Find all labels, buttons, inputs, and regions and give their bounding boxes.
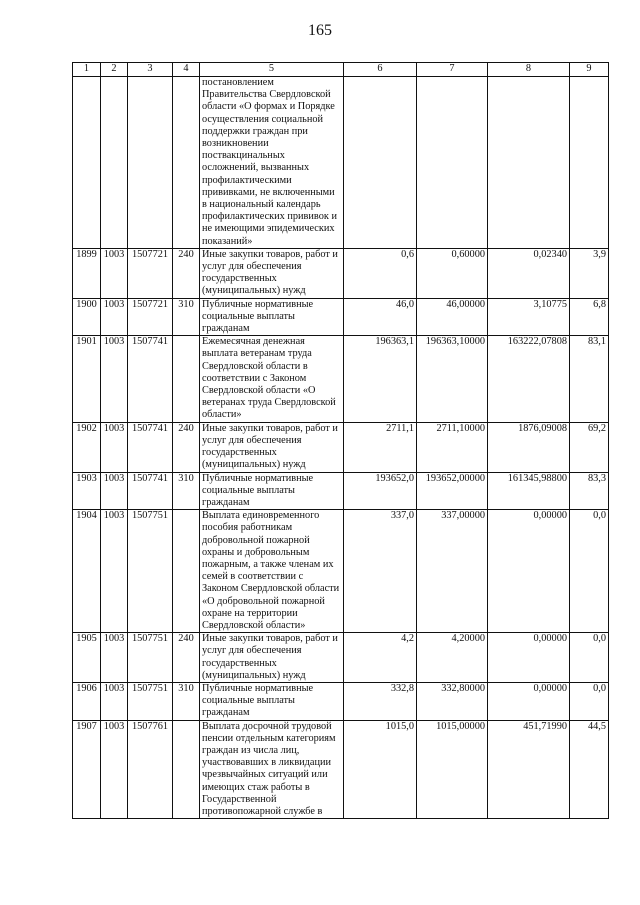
table-cell: [173, 510, 200, 633]
table-row: [73, 422, 609, 472]
table-cell: 196363,1: [344, 336, 417, 422]
table-cell: 332,8: [344, 682, 417, 720]
table-cell: 2711,10000: [417, 422, 488, 472]
page-number: 165: [308, 22, 332, 39]
table-cell: [173, 77, 200, 249]
table-cell: 1003: [101, 248, 128, 298]
table-cell: 1907: [73, 720, 101, 819]
table-cell: [417, 77, 488, 249]
table-cell: 1903: [73, 472, 101, 510]
table-cell: 1003: [101, 472, 128, 510]
table-cell: 1003: [101, 682, 128, 720]
table-cell: постановлением Правительства Свердловской области «О формах и Порядке осуществления социальной поддержки граждан при возникновении поствакцинальных осложнений, вызванных профилактическими прививками, не включенными в национальный календарь профилактических прививок и не имеющими эпидемических показаний»: [200, 77, 344, 249]
table-row: [73, 298, 609, 336]
column-header: 6: [344, 63, 417, 77]
table-cell: 1899: [73, 248, 101, 298]
table-cell: [101, 77, 128, 249]
table-cell: 0,00000: [488, 510, 570, 633]
table-cell: 46,00000: [417, 298, 488, 336]
table-cell: 0,0: [570, 633, 609, 683]
table-cell: 4,20000: [417, 633, 488, 683]
table-cell: 163222,07808: [488, 336, 570, 422]
table-cell: 1905: [73, 633, 101, 683]
table-cell: 1507721: [128, 298, 173, 336]
table-cell: 1003: [101, 298, 128, 336]
table-cell: 332,80000: [417, 682, 488, 720]
table-cell: [173, 720, 200, 819]
table-cell: 69,2: [570, 422, 609, 472]
table-cell: Публичные нормативные социальные выплаты гражданам: [200, 682, 344, 720]
table-cell: [173, 336, 200, 422]
table-cell: 1507751: [128, 633, 173, 683]
table-cell: 3,9: [570, 248, 609, 298]
table-cell: 0,0: [570, 682, 609, 720]
table-cell: 310: [173, 298, 200, 336]
column-header: 4: [173, 63, 200, 77]
table-cell: 1507751: [128, 682, 173, 720]
table-cell: [128, 77, 173, 249]
table-cell: 1507721: [128, 248, 173, 298]
table-row: [73, 720, 609, 819]
table-cell: 1015,0: [344, 720, 417, 819]
table-cell: Ежемесячная денежная выплата ветеранам труда Свердловской области в соответствии с Законом Свердловской области «О ветеранах труда Свердловской области»: [200, 336, 344, 422]
column-header: 2: [101, 63, 128, 77]
table-cell: Иные закупки товаров, работ и услуг для обеспечения государственных (муниципальных) нужд: [200, 633, 344, 683]
table-cell: 0,00000: [488, 633, 570, 683]
table-cell: 337,00000: [417, 510, 488, 633]
table-cell: Публичные нормативные социальные выплаты гражданам: [200, 472, 344, 510]
table-cell: 3,10775: [488, 298, 570, 336]
table-cell: 1507741: [128, 472, 173, 510]
table-cell: 1507741: [128, 422, 173, 472]
table-cell: 240: [173, 633, 200, 683]
table-cell: 0,6: [344, 248, 417, 298]
table-cell: 44,5: [570, 720, 609, 819]
table-cell: 1900: [73, 298, 101, 336]
table-cell: [488, 77, 570, 249]
table-cell: 196363,10000: [417, 336, 488, 422]
table-cell: 337,0: [344, 510, 417, 633]
table-cell: 193652,00000: [417, 472, 488, 510]
column-header: 9: [570, 63, 609, 77]
table-cell: 1003: [101, 510, 128, 633]
table-row: [73, 248, 609, 298]
table-cell: Выплата досрочной трудовой пенсии отдельным категориям граждан из числа лиц, участвовавших в ликвидации чрезвычайных ситуаций или имеющих стаж работы в Государственной противопожарной службе в: [200, 720, 344, 819]
table-cell: 1901: [73, 336, 101, 422]
table-cell: [344, 77, 417, 249]
column-header: 1: [73, 63, 101, 77]
table-cell: 310: [173, 472, 200, 510]
table-cell: 0,02340: [488, 248, 570, 298]
table-cell: 83,1: [570, 336, 609, 422]
table-cell: 310: [173, 682, 200, 720]
table-cell: 1003: [101, 720, 128, 819]
table-row: [73, 472, 609, 510]
table-cell: 240: [173, 422, 200, 472]
table-cell: 1507741: [128, 336, 173, 422]
table-cell: 1507751: [128, 510, 173, 633]
table-cell: 1876,09008: [488, 422, 570, 472]
table-row: [73, 633, 609, 683]
table-row: [73, 77, 609, 249]
table-cell: Публичные нормативные социальные выплаты гражданам: [200, 298, 344, 336]
column-header: 5: [200, 63, 344, 77]
table-cell: Иные закупки товаров, работ и услуг для обеспечения государственных (муниципальных) нужд: [200, 422, 344, 472]
table-row: [73, 682, 609, 720]
table-cell: [73, 77, 101, 249]
table-cell: 4,2: [344, 633, 417, 683]
column-header: 8: [488, 63, 570, 77]
table-row: [73, 510, 609, 633]
table-cell: 83,3: [570, 472, 609, 510]
table-cell: 1902: [73, 422, 101, 472]
table-cell: 193652,0: [344, 472, 417, 510]
table-cell: 0,60000: [417, 248, 488, 298]
table-cell: 46,0: [344, 298, 417, 336]
column-header: 3: [128, 63, 173, 77]
table-cell: 0,00000: [488, 682, 570, 720]
table-cell: 1906: [73, 682, 101, 720]
table-cell: 6,8: [570, 298, 609, 336]
table-cell: 0,0: [570, 510, 609, 633]
table-cell: 1003: [101, 336, 128, 422]
table-cell: 1003: [101, 422, 128, 472]
table-cell: Выплата единовременного пособия работникам добровольной пожарной охраны и добровольным пожарным, а также членам их семей в соответствии с Законом Свердловской области «О добровольной пожарной охране на территории Свердловской области»: [200, 510, 344, 633]
table-cell: 1003: [101, 633, 128, 683]
budget-table: [72, 62, 609, 819]
table-cell: Иные закупки товаров, работ и услуг для обеспечения государственных (муниципальных) нужд: [200, 248, 344, 298]
table-cell: 240: [173, 248, 200, 298]
table-cell: 2711,1: [344, 422, 417, 472]
table-cell: 1904: [73, 510, 101, 633]
table-row: [73, 336, 609, 422]
column-header: 7: [417, 63, 488, 77]
table-header-row: [73, 63, 609, 77]
table-body: [73, 77, 609, 819]
table-cell: 451,71990: [488, 720, 570, 819]
table-cell: 161345,98800: [488, 472, 570, 510]
table-cell: 1507761: [128, 720, 173, 819]
table-cell: [570, 77, 609, 249]
table-cell: 1015,00000: [417, 720, 488, 819]
